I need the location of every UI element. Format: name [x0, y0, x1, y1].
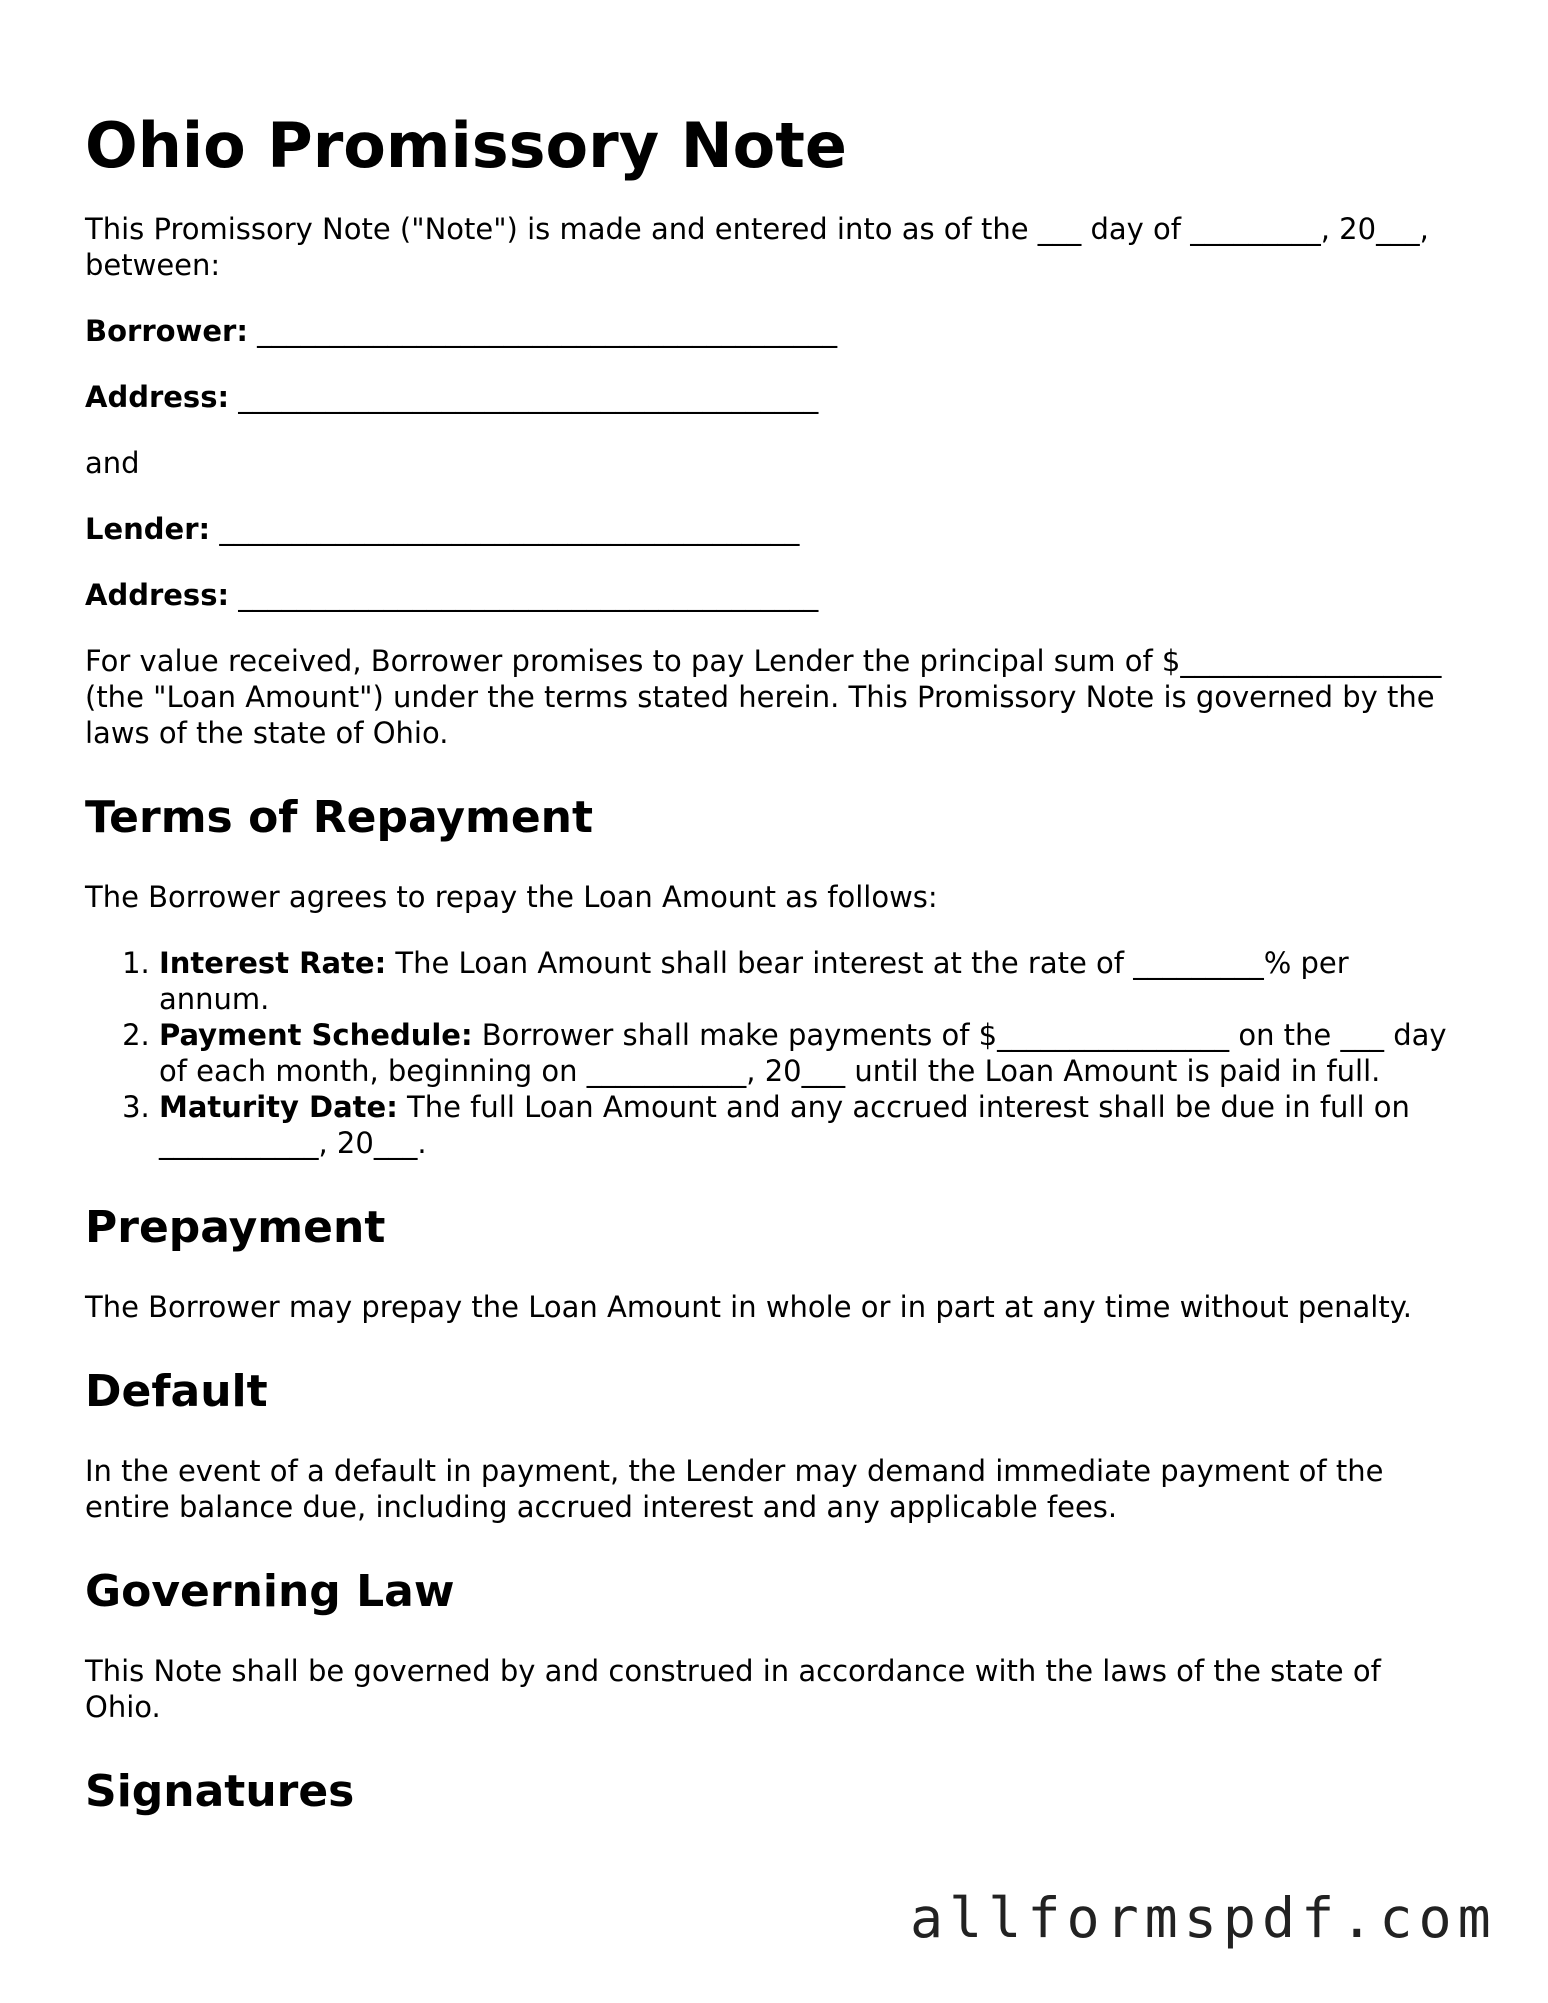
- governing-law-text: This Note shall be governed by and construed in accordance with the laws of the state of Ohio.: [85, 1654, 1381, 1724]
- default-heading: Default: [85, 1366, 268, 1417]
- payment-schedule-label: Payment Schedule:: [159, 1018, 473, 1052]
- borrower-address-blank: ________________________________________: [238, 380, 819, 414]
- maturity-date-text: The full Loan Amount and any accrued interest shall be due in full on ___________, 20___.: [159, 1090, 1410, 1160]
- watermark: allformspdf.com: [910, 1886, 1497, 1950]
- maturity-date-label: Maturity Date:: [159, 1090, 398, 1124]
- lender-label: Lender:: [85, 512, 211, 546]
- borrower-field: [85, 313, 1465, 349]
- lender-blank: ________________________________________: [219, 512, 800, 546]
- governing-law-heading: Governing Law: [85, 1566, 455, 1617]
- interest-rate-label: Interest Rate:: [159, 946, 387, 980]
- list-item: [159, 1017, 1465, 1089]
- list-item: [159, 1089, 1465, 1161]
- document-title: Ohio Promissory Note: [85, 109, 847, 182]
- repayment-list: [85, 945, 1465, 1161]
- prepayment-heading: Prepayment: [85, 1202, 386, 1253]
- signatures-heading: Signatures: [85, 1766, 355, 1817]
- prepayment-text: The Borrower may prepay the Loan Amount in whole or in part at any time without penalty.: [85, 1290, 1412, 1324]
- intro-paragraph: This Promissory Note ("Note") is made and entered into as of the ___ day of _________, 20___, between:: [85, 212, 1429, 282]
- list-item: [159, 945, 1465, 1017]
- repayment-heading: Terms of Repayment: [85, 792, 594, 843]
- value-paragraph: For value received, Borrower promises to pay Lender the principal sum of $__________________ (the "Loan Amount") under the terms stated herein. This Promissory Note is governed by the laws of the state of Ohio.: [85, 644, 1442, 750]
- borrower-address-field: [85, 379, 1465, 415]
- borrower-address-label: Address:: [85, 380, 230, 414]
- borrower-blank: ________________________________________: [257, 314, 838, 348]
- payment-schedule-text: Borrower shall make payments of $________________ on the ___ day of each month, beginning on ___________, 20___ until the Loan Amount is paid in full.: [159, 1018, 1447, 1088]
- interest-rate-text: The Loan Amount shall bear interest at the rate of _________% per annum.: [159, 946, 1349, 1016]
- lender-field: [85, 511, 1465, 547]
- and-text: and: [85, 446, 140, 480]
- document-page: [85, 108, 1465, 1819]
- lender-address-field: [85, 577, 1465, 613]
- lender-address-blank: ________________________________________: [238, 578, 819, 612]
- default-text: In the event of a default in payment, the Lender may demand immediate payment of the entire balance due, including accrued interest and any applicable fees.: [85, 1454, 1384, 1524]
- lender-address-label: Address:: [85, 578, 230, 612]
- repayment-intro: The Borrower agrees to repay the Loan Amount as follows:: [85, 880, 938, 914]
- borrower-label: Borrower:: [85, 314, 248, 348]
